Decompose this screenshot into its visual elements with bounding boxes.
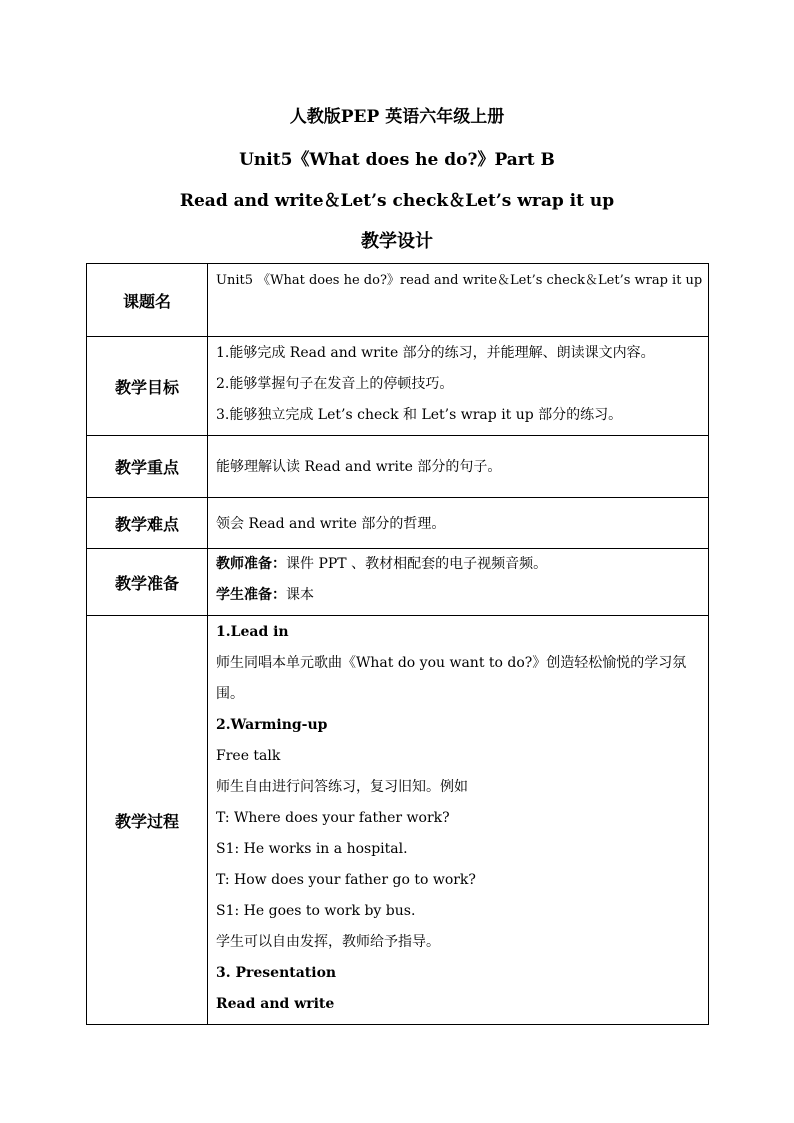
teacher-prep-value: 课件 PPT 、教材相配套的电子视频音频。 — [286, 556, 548, 572]
doc-title: 人教版PEP 英语六年级上册 — [289, 107, 505, 127]
difficulties-cell — [208, 498, 709, 549]
key-points-cell — [208, 436, 709, 498]
process-row — [87, 616, 709, 1025]
warmup-text: 师生自由进行问答练习，复习旧知。例如 — [216, 779, 468, 795]
free-talk: Free talk — [216, 748, 281, 764]
dialogue-line: T: How does your father go to work? — [216, 872, 476, 888]
key-points-row — [87, 436, 709, 498]
goal-item: 2.能够掌握句子在发音上的停顿技巧。 — [216, 376, 454, 392]
teacher-prep-label: 教师准备： — [216, 556, 286, 572]
preparation-row — [87, 549, 709, 616]
goal-item: 3.能够独立完成 Let’s check 和 Let’s wrap it up 部分的练习。 — [216, 407, 623, 423]
warmup-heading: 2.Warming-up — [216, 717, 328, 733]
student-prep-label: 学生准备： — [216, 587, 286, 603]
guidance-text: 学生可以自由发挥，教师给予指导。 — [216, 934, 440, 950]
lead-in-heading: 1.Lead in — [216, 624, 289, 640]
design-heading: 教学设计 — [361, 231, 433, 252]
teacher-prep — [216, 549, 702, 580]
difficulties-row — [87, 498, 709, 549]
student-prep-value: 课本 — [286, 587, 314, 603]
goals-row — [87, 337, 709, 436]
key-points-value: 能够理解认读 Read and write 部分的句子。 — [216, 459, 502, 475]
process-label: 教学过程 — [87, 616, 208, 1025]
topic-value: Unit5 《What does he do?》read and write＆Let’s check＆Let’s wrap it up — [216, 273, 703, 288]
dialogue-line: S1: He works in a hospital. — [216, 841, 408, 857]
difficulties-value: 领会 Read and write 部分的哲理。 — [216, 515, 446, 532]
topic-cell — [208, 264, 709, 337]
unit-title: Unit5《What does he do?》Part B — [239, 150, 555, 170]
topic-row — [87, 264, 709, 337]
student-prep — [216, 580, 702, 611]
lead-in-text: 师生同唱本单元歌曲《What do you want to do?》创造轻松愉悦的学习氛围。 — [216, 655, 687, 702]
key-points-label: 教学重点 — [87, 436, 208, 498]
preparation-cell — [208, 549, 709, 616]
read-write-heading: Read and write — [216, 996, 335, 1012]
preparation-label: 教学准备 — [87, 549, 208, 616]
presentation-heading: 3. Presentation — [216, 965, 337, 981]
goals-label: 教学目标 — [87, 337, 208, 436]
topic-label: 课题名 — [87, 264, 208, 337]
difficulties-label: 教学难点 — [87, 498, 208, 549]
goals-cell — [208, 337, 709, 436]
lesson-subtitle: Read and write＆Let’s check＆Let’s wrap it up — [179, 191, 615, 211]
goal-item: 1.能够完成 Read and write 部分的练习，并能理解、朗读课文内容。 — [216, 345, 655, 361]
process-cell — [208, 616, 709, 1025]
dialogue-line: S1: He goes to work by bus. — [216, 903, 416, 919]
lesson-plan-table — [86, 263, 709, 1025]
dialogue-line: T: Where does your father work? — [216, 810, 450, 826]
